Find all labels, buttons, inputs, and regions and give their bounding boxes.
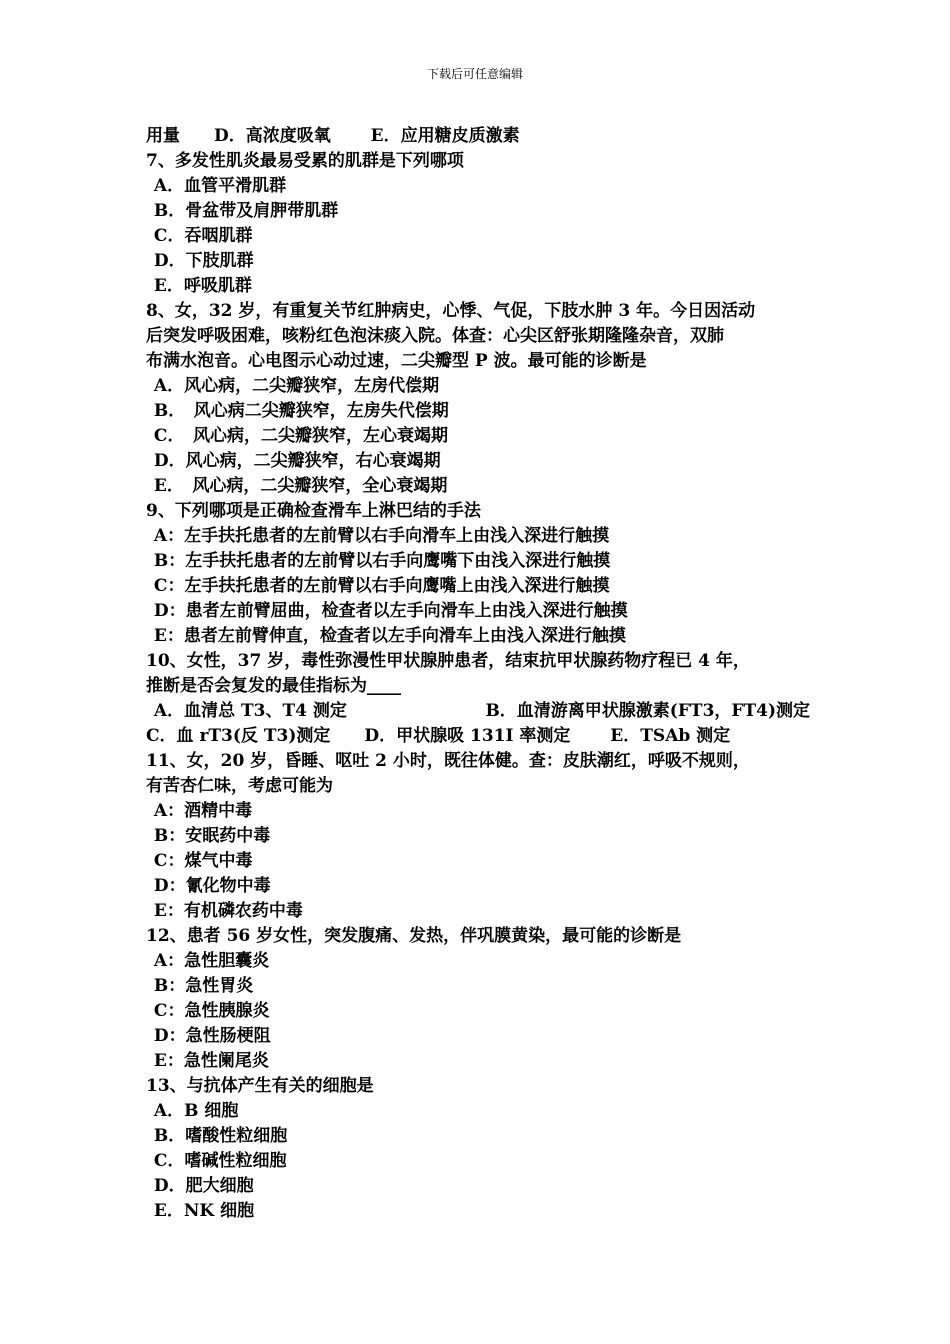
question-12: 12、患者 56 岁女性，突发腹痛、发热，伴巩膜黄染，最可能的诊断是 bbox=[146, 926, 682, 946]
option-line: D．下肢肌群 bbox=[148, 251, 254, 271]
question-11-cont: 有苦杏仁味，考虑可能为 bbox=[146, 776, 333, 796]
option-line: A．血管平滑肌群 bbox=[148, 176, 287, 196]
option-line: E：急性阑尾炎 bbox=[148, 1051, 269, 1071]
question-10-cont: 推断是否会复发的最佳指标为____ bbox=[146, 676, 401, 696]
question-8-cont: 后突发呼吸困难，咳粉红色泡沫痰入院。体查：心尖区舒张期隆隆杂音，双肺 bbox=[146, 326, 724, 346]
option-line: E．NK 细胞 bbox=[148, 1201, 255, 1221]
option-row bbox=[146, 699, 810, 724]
option-b: B．血清游离甲状腺激素(FT3，FT4)测定 bbox=[485, 701, 810, 721]
page-header: 下载后可任意编辑 bbox=[426, 67, 523, 81]
option-line: C：左手扶托患者的左前臂以右手向鹰嘴上由浅入深进行触摸 bbox=[148, 576, 610, 596]
option-line: E． 风心病，二尖瓣狭窄，全心衰竭期 bbox=[148, 476, 448, 496]
option-line: B．骨盆带及肩胛带肌群 bbox=[148, 201, 339, 221]
question-9: 9、下列哪项是正确检查滑车上淋巴结的手法 bbox=[146, 501, 481, 521]
option-line: B：左手扶托患者的左前臂以右手向鹰嘴下由浅入深进行触摸 bbox=[148, 551, 611, 571]
question-10: 10、女性，37 岁，毒性弥漫性甲状腺肿患者，结束抗甲状腺药物疗程已 4 年， bbox=[146, 651, 750, 671]
option-line: B：安眠药中毒 bbox=[148, 826, 271, 846]
question-11: 11、女，20 岁，昏睡、呕吐 2 小时，既往体健。查：皮肤潮红，呼吸不规则， bbox=[146, 751, 750, 771]
document-body bbox=[146, 124, 810, 1224]
option-row: C．血 rT3(反 T3)测定 D．甲状腺吸 131I 率测定 E．TSAb 测定 bbox=[146, 726, 731, 746]
option-line: C．嗜碱性粒细胞 bbox=[148, 1151, 287, 1171]
option-line: B． 风心病二尖瓣狭窄，左房失代偿期 bbox=[148, 401, 449, 421]
option-line: A：急性胆囊炎 bbox=[148, 951, 270, 971]
question-7: 7、多发性肌炎最易受累的肌群是下列哪项 bbox=[146, 151, 464, 171]
option-line: C：急性胰腺炎 bbox=[148, 1001, 270, 1021]
text-line: 用量 D．高浓度吸氧 E．应用糖皮质激素 bbox=[146, 126, 520, 146]
option-line: E：有机磷农药中毒 bbox=[148, 901, 303, 921]
option-line: C． 风心病，二尖瓣狭窄，左心衰竭期 bbox=[148, 426, 448, 446]
option-line: E：患者左前臂伸直，检查者以左手向滑车上由浅入深进行触摸 bbox=[148, 626, 626, 646]
option-line: B．嗜酸性粒细胞 bbox=[148, 1126, 288, 1146]
option-line: C：煤气中毒 bbox=[148, 851, 253, 871]
option-line: A：酒精中毒 bbox=[148, 801, 253, 821]
option-line: D：患者左前臂屈曲，检查者以左手向滑车上由浅入深进行触摸 bbox=[148, 601, 628, 621]
question-13: 13、与抗体产生有关的细胞是 bbox=[146, 1076, 374, 1096]
option-line: A．B 细胞 bbox=[148, 1101, 239, 1121]
option-line: D：氰化物中毒 bbox=[148, 876, 271, 896]
option-line: D．风心病，二尖瓣狭窄，右心衰竭期 bbox=[148, 451, 441, 471]
option-line: A．风心病，二尖瓣狭窄，左房代偿期 bbox=[148, 376, 440, 396]
option-a: A．血清总 T3、T4 测定 bbox=[148, 701, 347, 721]
option-line: D．肥大细胞 bbox=[148, 1176, 254, 1196]
question-8-cont: 布满水泡音。心电图示心动过速，二尖瓣型 P 波。最可能的诊断是 bbox=[146, 351, 647, 371]
option-line: B：急性胃炎 bbox=[148, 976, 254, 996]
question-8: 8、女，32 岁，有重复关节红肿病史，心悸、气促，下肢水肿 3 年。今日因活动 bbox=[146, 301, 756, 321]
option-line: A：左手扶托患者的左前臂以右手向滑车上由浅入深进行触摸 bbox=[148, 526, 610, 546]
option-line: C．吞咽肌群 bbox=[148, 226, 253, 246]
option-line: D：急性肠梗阻 bbox=[148, 1026, 271, 1046]
option-line: E．呼吸肌群 bbox=[148, 276, 252, 296]
